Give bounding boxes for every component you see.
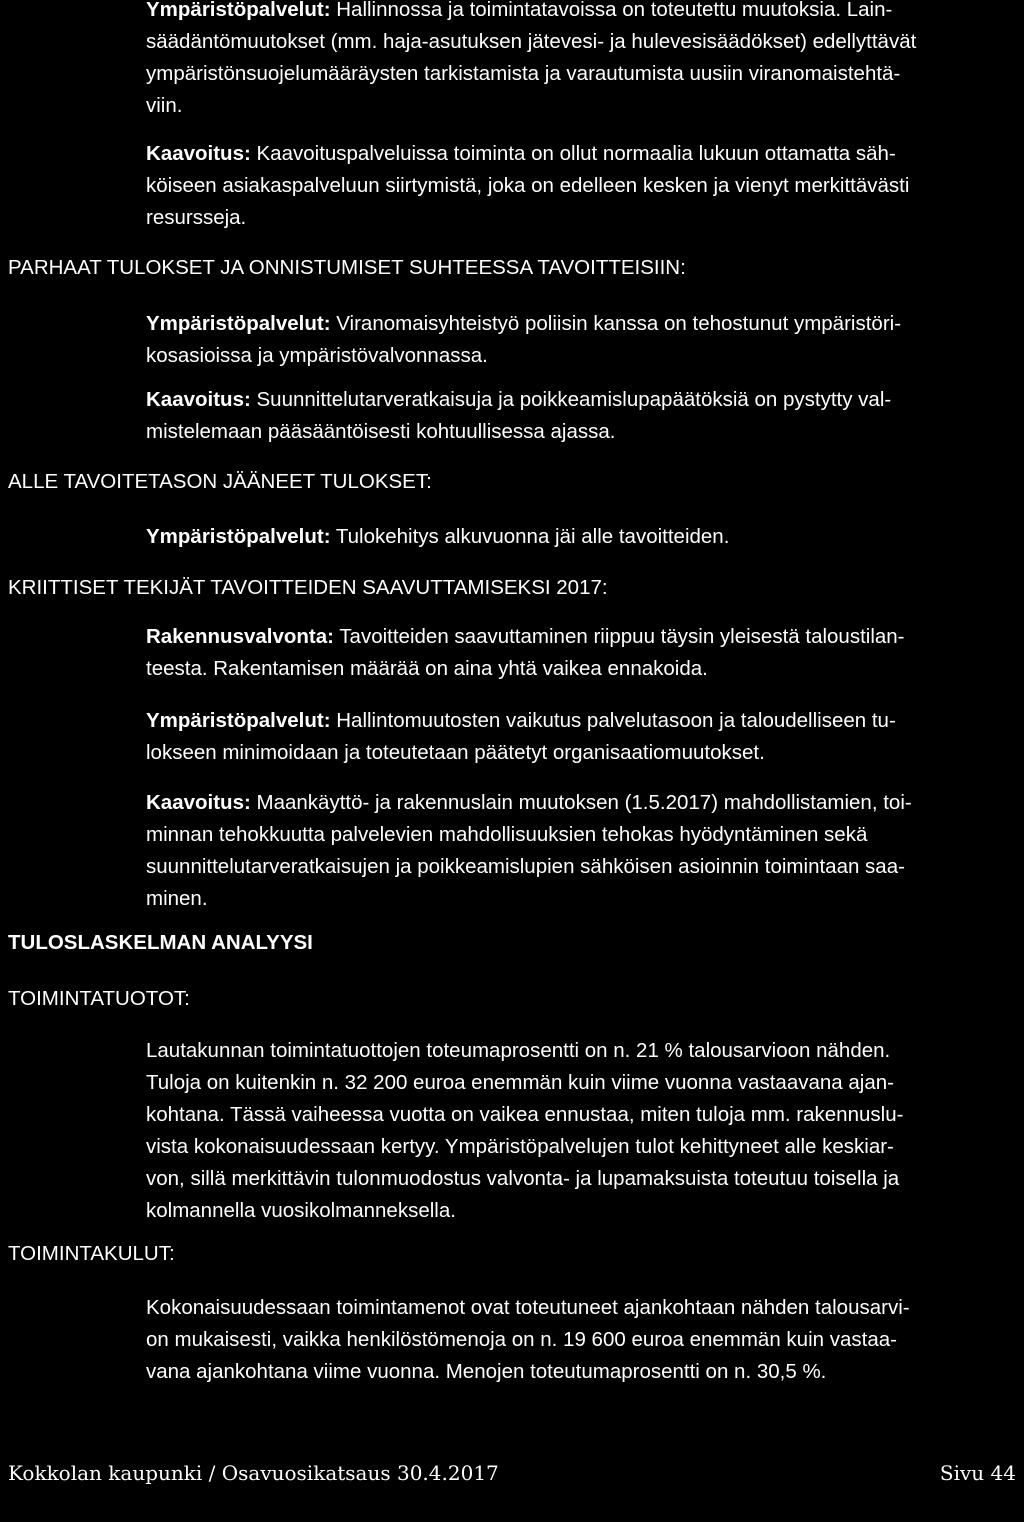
section-heading-below-target: ALLE TAVOITETASON JÄÄNEET TULOKSET: bbox=[8, 470, 432, 493]
paragraph-text: lokseen minimoidaan ja toteutetaan päätetyt organisaatiomuutokset. bbox=[146, 741, 765, 764]
paragraph-text: kosasioissa ja ympäristövalvonnassa. bbox=[146, 344, 488, 367]
section-heading-critical-factors: KRIITTISET TEKIJÄT TAVOITTEIDEN SAAVUTTAMISEKSI 2017: bbox=[8, 576, 608, 599]
paragraph-text: Hallintomuutosten vaikutus palvelutasoon ja taloudelliseen tu- bbox=[330, 709, 896, 732]
paragraph-text: vista kokonaisuudessaan kertyy. Ympäristöpalvelujen tulot kehittyneet alle keskiar- bbox=[146, 1135, 894, 1158]
paragraph-label: Ympäristöpalvelut: bbox=[146, 312, 331, 335]
footer-document-title: Kokkolan kaupunki / Osavuosikatsaus 30.4.2017 bbox=[8, 1461, 499, 1485]
paragraph-text: vana ajankohtana viime vuonna. Menojen toteutumaprosentti on n. 30,5 %. bbox=[146, 1360, 827, 1383]
paragraph-text: resursseja. bbox=[146, 206, 247, 229]
paragraph-text: ympäristönsuojelumääräysten tarkistamista ja varautumista uusiin viranomaistehtä- bbox=[146, 62, 901, 85]
footer-page-number: Sivu 44 bbox=[939, 1461, 1016, 1485]
zoning-critical-paragraph bbox=[146, 787, 1012, 915]
paragraph-label: Ympäristöpalvelut: bbox=[146, 525, 331, 548]
paragraph-label: Rakennusvalvonta: bbox=[146, 625, 334, 648]
paragraph-text: suunnittelutarveratkaisujen ja poikkeamislupien sähköisen asioinnin toimintaan saa- bbox=[146, 855, 905, 878]
paragraph-text: Maankäyttö- ja rakennuslain muutoksen (1.5.2017) mahdollistamien, toi- bbox=[250, 791, 912, 814]
env-services-best-paragraph bbox=[146, 308, 1012, 372]
paragraph-text: kolmannella vuosikolmanneksella. bbox=[146, 1199, 456, 1222]
paragraph-text: teesta. Rakentamisen määrää on aina yhtä vaikea ennakoida. bbox=[146, 657, 708, 680]
paragraph-label: Kaavoitus: bbox=[146, 142, 251, 165]
paragraph-text: Viranomaisyhteistyö poliisin kanssa on tehostunut ympäristöri- bbox=[330, 312, 902, 335]
env-services-changes-paragraph bbox=[146, 0, 1012, 122]
paragraph-text: Tavoitteiden saavuttaminen riippuu täysin yleisestä taloustilan- bbox=[333, 625, 905, 648]
paragraph-text: mistelemaan pääsääntöisesti kohtuullisessa ajassa. bbox=[146, 420, 616, 443]
paragraph-text: Kokonaisuudessaan toimintamenot ovat toteutuneet ajankohtaan nähden talousarvi- bbox=[146, 1296, 910, 1319]
env-services-below-paragraph bbox=[146, 521, 1012, 553]
paragraph-text: Kaavoituspalveluissa toiminta on ollut normaalia lukuun ottamatta säh- bbox=[250, 142, 896, 165]
paragraph-text: minen. bbox=[146, 887, 208, 910]
paragraph-text: on mukaisesti, vaikka henkilöstömenoja on n. 19 600 euroa enemmän kuin vastaa- bbox=[146, 1328, 897, 1351]
section-heading-best-results: PARHAAT TULOKSET JA ONNISTUMISET SUHTEESSA TAVOITTEISIIN: bbox=[8, 256, 686, 279]
env-services-critical-paragraph bbox=[146, 705, 1012, 769]
paragraph-label: Kaavoitus: bbox=[146, 791, 251, 814]
paragraph-text: viin. bbox=[146, 94, 183, 117]
operating-income-paragraph bbox=[146, 1035, 1012, 1227]
paragraph-label: Ympäristöpalvelut: bbox=[146, 709, 331, 732]
subheading-operating-costs: TOIMINTAKULUT: bbox=[8, 1242, 175, 1265]
paragraph-label: Kaavoitus: bbox=[146, 388, 251, 411]
zoning-best-paragraph bbox=[146, 384, 1012, 448]
building-control-paragraph bbox=[146, 621, 1012, 685]
operating-costs-paragraph bbox=[146, 1292, 1012, 1388]
paragraph-text: säädäntömuutokset (mm. haja-asutuksen jätevesi- ja hulevesisäädökset) edellyttävät bbox=[146, 30, 917, 53]
paragraph-text: Lautakunnan toimintatuottojen toteumaprosentti on n. 21 % talousarvioon nähden. bbox=[146, 1039, 891, 1062]
paragraph-label: Ympäristöpalvelut: bbox=[146, 0, 331, 21]
zoning-operations-paragraph bbox=[146, 138, 1012, 234]
paragraph-text: Tulokehitys alkuvuonna jäi alle tavoitteiden. bbox=[330, 525, 730, 548]
subheading-operating-income: TOIMINTATUOTOT: bbox=[8, 987, 190, 1010]
paragraph-text: Hallinnossa ja toimintatavoissa on toteutettu muutoksia. Lain- bbox=[330, 0, 893, 21]
paragraph-text: Suunnittelutarveratkaisuja ja poikkeamislupapäätöksiä on pystytty val- bbox=[250, 388, 892, 411]
paragraph-text: minnan tehokkuutta palvelevien mahdollisuuksien tehokas hyödyntäminen sekä bbox=[146, 823, 868, 846]
page-footer bbox=[8, 1457, 1016, 1489]
paragraph-text: von, sillä merkittävin tulonmuodostus valvonta- ja lupamaksuista toteutuu toisella ja bbox=[146, 1167, 900, 1190]
section-heading-income-statement: TULOSLASKELMAN ANALYYSI bbox=[8, 931, 313, 954]
paragraph-text: kohtana. Tässä vaiheessa vuotta on vaikea ennustaa, miten tuloja mm. rakennuslu- bbox=[146, 1103, 904, 1126]
paragraph-text: köiseen asiakaspalveluun siirtymistä, joka on edelleen kesken ja vienyt merkittävästi bbox=[146, 174, 910, 197]
paragraph-text: Tuloja on kuitenkin n. 32 200 euroa enemmän kuin viime vuonna vastaavana ajan- bbox=[146, 1071, 894, 1094]
